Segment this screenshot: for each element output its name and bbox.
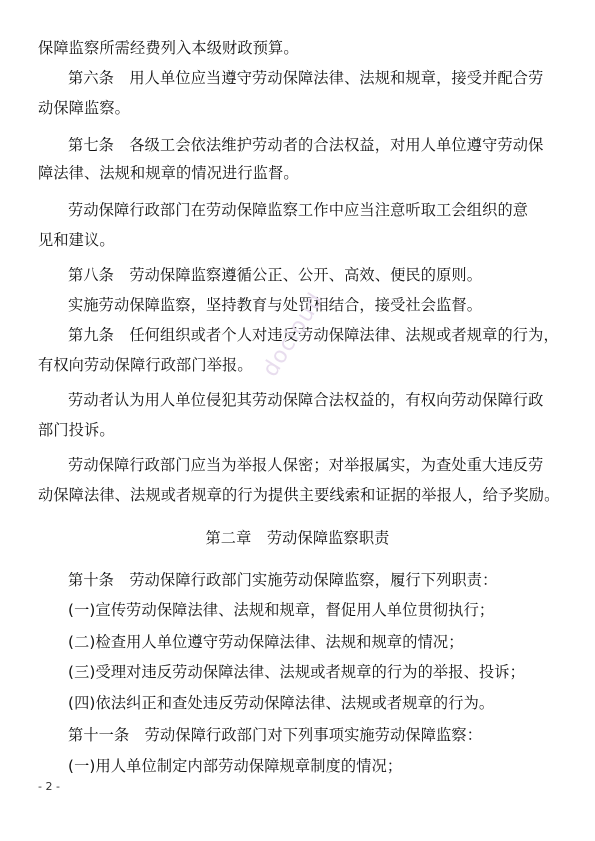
list-item: (四)依法纠正和查处违反劳动保障法律、法规或者规章的行为。 (68, 694, 495, 712)
list-item: (一)用人单位制定内部劳动保障规章制度的情况； (68, 757, 403, 775)
watermark: docloud (258, 288, 330, 382)
list-item: (二)检查用人单位遵守劳动保障法律、法规和规章的情况； (68, 633, 464, 651)
article-6-line-2: 动保障监察。 (38, 99, 131, 117)
list-item: (三)受理对违反劳动保障法律、法规或者规章的行为的举报、投诉； (68, 663, 525, 681)
article-9-line-1: 第九条 任何组织或者个人对违反劳动保障法律、法规或者规章的行为， (68, 326, 559, 344)
article-11-line: 第十一条 劳动保障行政部门对下列事项实施劳动保障监察： (68, 726, 483, 744)
article-7-line-1: 第七条 各级工会依法维护劳动者的合法权益，对用人单位遵守劳动保 (68, 136, 544, 154)
page-number: - 2 - (38, 780, 60, 793)
article-9-line-2: 有权向劳动保障行政部门举报。 (38, 356, 253, 374)
paragraph-line: 实施劳动保障监察，坚持教育与处罚相结合，接受社会监督。 (68, 296, 483, 314)
paragraph-line: 动保障法律、法规或者规章的行为提供主要线索和证据的举报人，给予奖励。 (38, 486, 560, 504)
list-item: (一)宣传劳动保障法律、法规和规章，督促用人单位贯彻执行； (68, 601, 495, 619)
article-10-line: 第十条 劳动保障行政部门实施劳动保障监察，履行下列职责： (68, 571, 498, 589)
paragraph-line: 见和建议。 (38, 231, 115, 249)
paragraph-line: 部门投诉。 (38, 421, 115, 439)
paragraph-line: 劳动者认为用人单位侵犯其劳动保障合法权益的，有权向劳动保障行政 (68, 391, 544, 409)
article-6-line-1: 第六条 用人单位应当遵守劳动保障法律、法规和规章，接受并配合劳 (68, 69, 544, 87)
article-8-line: 第八条 劳动保障监察遵循公正、公开、高效、便民的原则。 (68, 266, 483, 284)
paragraph-line: 保障监察所需经费列入本级财政预算。 (38, 39, 299, 57)
chapter-heading: 第二章 劳动保障监察职责 (205, 529, 390, 547)
paragraph-line: 劳动保障行政部门应当为举报人保密；对举报属实，为查处重大违反劳 (68, 456, 544, 474)
article-7-line-2: 障法律、法规和规章的情况进行监督。 (38, 164, 299, 182)
paragraph-line: 劳动保障行政部门在劳动保障监察工作中应当注意听取工会组织的意 (68, 201, 529, 219)
